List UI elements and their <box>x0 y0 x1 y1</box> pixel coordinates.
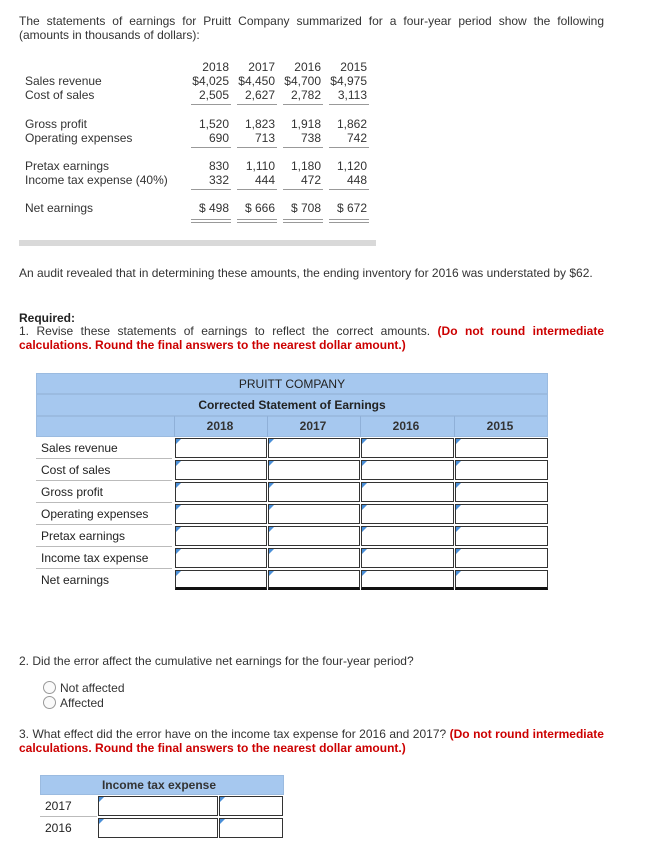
input-tax-2017[interactable] <box>268 548 360 568</box>
stmt-row-income-tax-expense: Income tax expense <box>36 547 172 569</box>
input-pretax-2018[interactable] <box>175 526 267 546</box>
stmt-row-gross-profit: Gross profit <box>36 481 172 503</box>
input-tax-effect-2016-b[interactable] <box>219 818 283 838</box>
input-sales-2015[interactable] <box>455 438 548 458</box>
underline <box>237 147 277 148</box>
company-header: PRUITT COMPANY <box>36 373 548 394</box>
input-tax-effect-2016-a[interactable] <box>98 818 218 838</box>
required-label: Required: <box>19 311 76 325</box>
input-sales-2016[interactable] <box>361 438 454 458</box>
input-cost-2017[interactable] <box>268 460 360 480</box>
year-header-2017: 2017 <box>299 419 327 433</box>
double-underline <box>237 219 277 220</box>
given-cell: 690 <box>208 131 229 145</box>
underline <box>191 189 231 190</box>
table-footer-bar <box>19 240 376 246</box>
given-cell: $4,450 <box>238 74 275 88</box>
question-3-text: What effect did the error have on the income tax expense for 2016 and 2017? <box>32 727 447 741</box>
input-cost-2016[interactable] <box>361 460 454 480</box>
radio-icon[interactable] <box>43 681 56 694</box>
double-underline <box>191 219 231 220</box>
input-tax-effect-2017-a[interactable] <box>98 796 218 816</box>
underline <box>237 189 277 190</box>
input-gross-2015[interactable] <box>455 482 548 502</box>
question-1-note: (Do not round intermediate calculations. Round the final answers to the nearest dollar amount.) <box>19 324 604 352</box>
col-separator <box>360 416 361 437</box>
underline <box>191 147 231 148</box>
underline <box>283 147 323 148</box>
underline <box>237 104 277 105</box>
option-label: Affected <box>60 696 104 710</box>
input-net-2017[interactable] <box>268 570 360 590</box>
underline <box>329 147 369 148</box>
input-net-2018[interactable] <box>175 570 267 590</box>
given-cell: 1,862 <box>336 117 367 131</box>
given-cell: 1,520 <box>198 117 229 131</box>
given-cell: 1,180 <box>290 159 321 173</box>
input-sales-2018[interactable] <box>175 438 267 458</box>
given-cell: $ 666 <box>244 201 275 215</box>
given-year-header: 2017 <box>248 60 275 74</box>
given-statements-table <box>19 57 376 247</box>
given-year-header: 2016 <box>294 60 321 74</box>
tax-header: Income tax expense <box>101 778 217 792</box>
double-underline <box>237 222 277 223</box>
radio-icon[interactable] <box>43 696 56 709</box>
given-cell: 830 <box>208 159 229 173</box>
double-underline <box>329 222 369 223</box>
given-year-header: 2015 <box>340 60 367 74</box>
audit-text: An audit revealed that in determining these amounts, the ending inventory for 2016 was understated by $62. <box>19 266 593 280</box>
double-underline <box>283 222 323 223</box>
given-cell: 713 <box>254 131 275 145</box>
col-separator <box>454 416 455 437</box>
year-header-2015: 2015 <box>486 419 514 433</box>
input-gross-2016[interactable] <box>361 482 454 502</box>
underline <box>283 189 323 190</box>
input-opex-2015[interactable] <box>455 504 548 524</box>
given-row-label: Net earnings <box>25 201 94 215</box>
double-underline <box>329 219 369 220</box>
given-cell: 2,627 <box>244 88 275 102</box>
question-3-number: 3. <box>19 727 30 741</box>
stmt-row-sales-revenue: Sales revenue <box>36 437 172 459</box>
given-cell: 1,918 <box>290 117 321 131</box>
given-year-header: 2018 <box>202 60 229 74</box>
input-net-2015[interactable] <box>455 570 548 590</box>
input-net-2016[interactable] <box>361 570 454 590</box>
stmt-row-operating-expenses: Operating expenses <box>36 503 172 525</box>
given-cell: 472 <box>300 173 321 187</box>
given-cell: $ 672 <box>336 201 367 215</box>
input-tax-effect-2017-b[interactable] <box>219 796 283 816</box>
given-row-label: Operating expenses <box>25 131 133 145</box>
given-cell: 448 <box>346 173 367 187</box>
given-row-label: Income tax expense (40%) <box>25 173 168 187</box>
double-underline <box>191 222 231 223</box>
input-opex-2017[interactable] <box>268 504 360 524</box>
option-label: Not affected <box>60 681 125 695</box>
option-not-affected[interactable] <box>43 681 125 696</box>
question-3 <box>19 727 604 755</box>
given-cell: 332 <box>208 173 229 187</box>
tax-row-2017: 2017 <box>40 795 97 817</box>
statement-title: Corrected Statement of Earnings <box>36 394 548 416</box>
given-cell: $4,700 <box>284 74 321 88</box>
option-affected[interactable] <box>43 696 104 711</box>
input-opex-2018[interactable] <box>175 504 267 524</box>
input-pretax-2015[interactable] <box>455 526 548 546</box>
input-gross-2018[interactable] <box>175 482 267 502</box>
col-separator <box>267 416 268 437</box>
given-cell: 3,113 <box>337 88 367 102</box>
underline <box>329 104 369 105</box>
underline <box>329 189 369 190</box>
question-1 <box>19 324 604 352</box>
question-1-text: Revise these statements of earnings to reflect the correct amounts. <box>36 324 431 338</box>
given-row-label: Sales revenue <box>25 74 102 88</box>
given-cell: 444 <box>254 173 275 187</box>
input-sales-2017[interactable] <box>268 438 360 458</box>
input-tax-2016[interactable] <box>361 548 454 568</box>
given-row-label: Gross profit <box>25 117 88 131</box>
underline <box>283 104 323 105</box>
given-cell: $4,025 <box>192 74 229 88</box>
intro-text: The statements of earnings for Pruitt Company summarized for a four-year period show the following (amounts in thousands of dollars): <box>19 14 604 42</box>
input-pretax-2016[interactable] <box>361 526 454 546</box>
given-cell: 2,782 <box>290 88 321 102</box>
input-pretax-2017[interactable] <box>268 526 360 546</box>
stmt-row-cost-of-sales: Cost of sales <box>36 459 172 481</box>
year-header-2016: 2016 <box>392 419 420 433</box>
given-row-label: Pretax earnings <box>25 159 110 173</box>
stmt-row-net-earnings: Net earnings <box>41 573 110 587</box>
question-2: 2. Did the error affect the cumulative net earnings for the four-year period? <box>19 654 414 668</box>
given-cell: 742 <box>346 131 367 145</box>
given-cell: $ 498 <box>198 201 229 215</box>
given-cell: 1,120 <box>336 159 367 173</box>
given-cell: $4,975 <box>330 74 367 88</box>
given-cell: $ 708 <box>290 201 321 215</box>
input-tax-2018[interactable] <box>175 548 267 568</box>
question-3-note: (Do not round intermediate calculations. Round the final answers to the nearest dollar amount.) <box>19 727 604 755</box>
input-cost-2015[interactable] <box>455 460 548 480</box>
col-separator <box>174 416 175 437</box>
input-gross-2017[interactable] <box>268 482 360 502</box>
question-1-number: 1. <box>19 324 30 338</box>
input-tax-2015[interactable] <box>455 548 548 568</box>
given-cell: 1,110 <box>245 159 275 173</box>
given-cell: 2,505 <box>198 88 229 102</box>
tax-row-2016: 2016 <box>45 821 72 835</box>
underline <box>191 104 231 105</box>
input-opex-2016[interactable] <box>361 504 454 524</box>
given-row-label: Cost of sales <box>25 88 95 102</box>
given-cell: 738 <box>300 131 321 145</box>
year-header-2018: 2018 <box>206 419 234 433</box>
stmt-row-pretax-earnings: Pretax earnings <box>36 525 172 547</box>
given-cell: 1,823 <box>244 117 275 131</box>
double-underline <box>283 219 323 220</box>
input-cost-2018[interactable] <box>175 460 267 480</box>
